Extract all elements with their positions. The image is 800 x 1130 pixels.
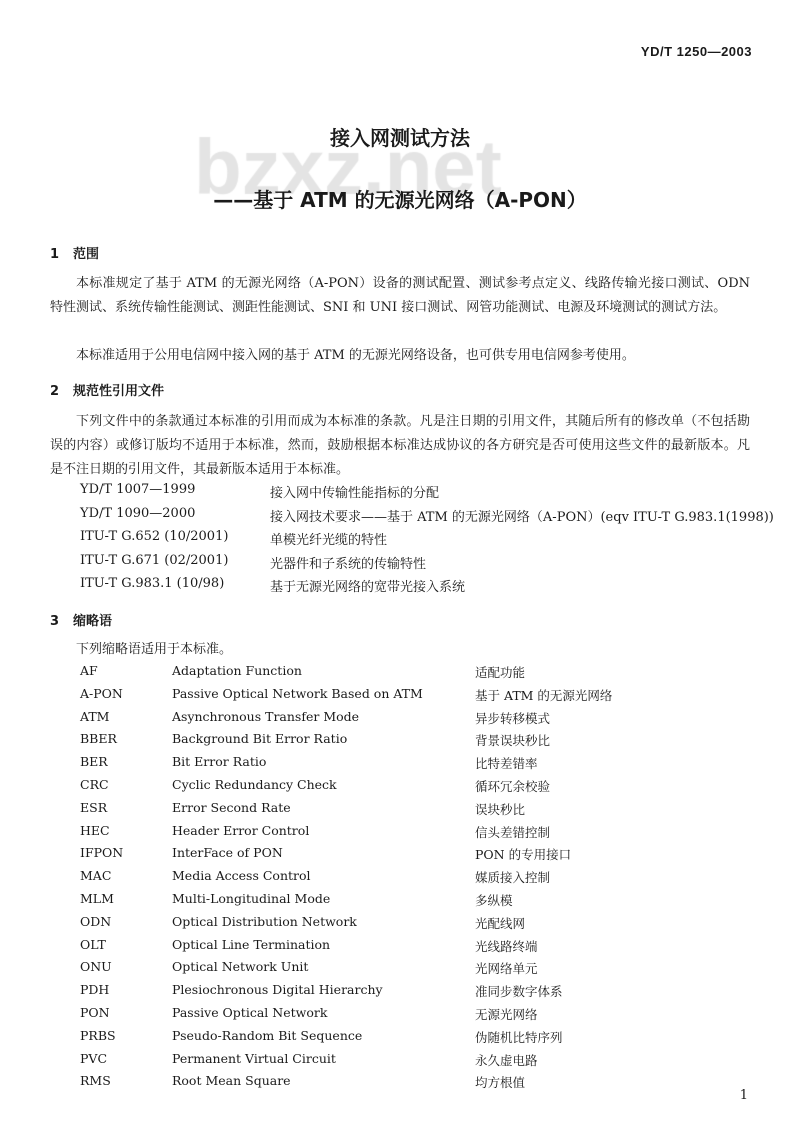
reference-item xyxy=(80,529,388,548)
abbreviation: BER xyxy=(80,754,108,770)
abbreviation: PVC xyxy=(80,1050,108,1066)
abbreviation: HEC xyxy=(80,822,110,838)
reference-title: 单模光纤光缆的特性 xyxy=(270,533,388,548)
section-2-para-1: 下列文件中的条款通过本标准的引用而成为本标准的条款。凡是注日期的引用文件，其随后所有的修改单（不包括勘误的内容）或修订版均不适用于本标准，然而，鼓励根据本标准达成协议的各方研究是否可使用这些文件的最新版本。凡是不注日期的引用文件，其最新版本适用于本标准。 xyxy=(50,414,750,477)
abbreviation-chinese: 基于 ATM 的无源光网络 xyxy=(475,687,613,703)
section-title: 规范性引用文件 xyxy=(73,384,165,399)
abbreviation-english: Error Second Rate xyxy=(172,799,291,815)
abbreviation-english: Media Access Control xyxy=(172,868,311,884)
reference-item xyxy=(80,576,466,595)
title-line2: ——基于 ATM 的无源光网络（A-PON） xyxy=(213,188,587,212)
abbreviation-chinese: 光配线网 xyxy=(475,915,526,931)
abbreviation-english: Optical Line Termination xyxy=(172,936,331,952)
section-1-heading xyxy=(50,243,113,262)
abbreviation-chinese: 准同步数字体系 xyxy=(475,984,563,1000)
abbreviation-chinese: 背景误块秒比 xyxy=(475,733,551,749)
reference-code: YD/T 1007—1999 xyxy=(80,482,196,497)
section-1-para-2: 本标准适用于公用电信网中接入网的基于 ATM 的无源光网络设备，也可供专用电信网参考使用。 xyxy=(76,348,635,363)
abbreviation-english: Optical Network Unit xyxy=(172,959,309,975)
reference-code: ITU-T G.671 (02/2001) xyxy=(80,552,229,568)
section-3-para-1: 下列缩略语适用于本标准。 xyxy=(76,642,233,657)
abbreviation: MAC xyxy=(80,868,112,884)
abbreviation: OLT xyxy=(80,936,106,952)
section-title: 范围 xyxy=(73,247,100,262)
abbreviation: MLM xyxy=(80,891,114,906)
standard-number: YD/T 1250—2003 xyxy=(640,44,752,59)
reference-code: ITU-T G.983.1 (10/98) xyxy=(80,576,225,591)
abbreviation: PDH xyxy=(80,982,110,998)
abbreviation-english: Background Bit Error Ratio xyxy=(172,731,348,747)
abbreviation-chinese: 均方根值 xyxy=(475,1075,526,1091)
abbreviation: AF xyxy=(80,663,98,678)
abbreviation: RMS xyxy=(80,1073,111,1089)
abbreviation: ONU xyxy=(80,959,112,975)
abbreviation-chinese: 适配功能 xyxy=(475,665,526,680)
abbreviation-english: Adaptation Function xyxy=(172,663,302,678)
section-number: 1 xyxy=(50,247,60,262)
abbreviation-english: Passive Optical Network Based on ATM xyxy=(172,685,423,701)
abbreviation: ODN xyxy=(80,913,112,929)
abbreviation-chinese: 光线路终端 xyxy=(475,938,538,954)
abbreviation-english: Bit Error Ratio xyxy=(172,754,267,770)
abbreviation-english: Multi-Longitudinal Mode xyxy=(172,891,331,906)
abbreviation-chinese: 异步转移模式 xyxy=(475,710,551,726)
section-number: 3 xyxy=(50,614,60,629)
reference-code: YD/T 1090—2000 xyxy=(80,505,196,521)
abbreviation-chinese: 伪随机比特序列 xyxy=(475,1029,563,1045)
title-line1: 接入网测试方法 xyxy=(330,126,470,150)
abbreviation-english: Cyclic Redundancy Check xyxy=(172,777,337,792)
abbreviation-chinese: 信头差错控制 xyxy=(475,824,551,840)
reference-title: 接入网技术要求——基于 ATM 的无源光网络（A-PON）(eqv ITU-T G.983.1(1998)) xyxy=(270,509,774,525)
abbreviation: ESR xyxy=(80,799,108,815)
abbreviation-english: Asynchronous Transfer Mode xyxy=(172,708,360,724)
abbreviation-chinese: 多纵模 xyxy=(475,893,513,908)
abbreviation-english: Root Mean Square xyxy=(172,1073,291,1089)
reference-title: 光器件和子系统的传输特性 xyxy=(270,556,427,572)
abbreviation-english: Header Error Control xyxy=(172,822,310,838)
reference-item xyxy=(80,505,774,525)
reference-code: ITU-T G.652 (10/2001) xyxy=(80,529,229,544)
reference-title: 接入网中传输性能指标的分配 xyxy=(270,486,440,501)
reference-title: 基于无源光网络的宽带光接入系统 xyxy=(270,580,466,595)
abbreviation: BBER xyxy=(80,731,117,747)
abbreviation-english: Plesiochronous Digital Hierarchy xyxy=(172,982,383,998)
abbreviation-chinese: 误块秒比 xyxy=(475,801,526,817)
section-1-para-1: 本标准规定了基于 ATM 的无源光网络（A-PON）设备的测试配置、测试参考点定义、线路传输光接口测试、ODN 特性测试、系统传输性能测试、测距性能测试、SNI 和 UNI 接口测试、网管功能测试、电源及环境测试的测试方法。 xyxy=(50,276,750,315)
section-3-heading xyxy=(50,610,126,629)
section-number: 2 xyxy=(50,384,60,399)
section-title: 缩略语 xyxy=(73,614,113,629)
abbreviation-english: Permanent Virtual Circuit xyxy=(172,1050,336,1066)
abbreviation: A-PON xyxy=(80,685,123,701)
abbreviation-english: Pseudo-Random Bit Sequence xyxy=(172,1027,363,1043)
page-number: 1 xyxy=(739,1088,748,1103)
abbreviation-chinese: 媒质接入控制 xyxy=(475,870,551,886)
reference-item xyxy=(80,552,427,572)
abbreviation-chinese: 无源光网络 xyxy=(475,1007,538,1022)
abbreviation-english: InterFace of PON xyxy=(172,845,283,861)
section-2-heading xyxy=(50,380,178,399)
abbreviation-chinese: PON 的专用接口 xyxy=(475,847,572,863)
abbreviation-english: Optical Distribution Network xyxy=(172,913,357,929)
abbreviation: PRBS xyxy=(80,1027,116,1043)
abbreviation-chinese: 比特差错率 xyxy=(475,756,538,772)
abbreviation-chinese: 永久虚电路 xyxy=(475,1052,538,1068)
reference-item xyxy=(80,482,440,501)
abbreviation: PON xyxy=(80,1005,110,1020)
abbreviation-english: Passive Optical Network xyxy=(172,1005,328,1020)
abbreviation-chinese: 光网络单元 xyxy=(475,961,538,977)
abbreviation-chinese: 循环冗余校验 xyxy=(475,779,551,794)
abbreviation: ATM xyxy=(80,708,110,724)
abbreviation: IFPON xyxy=(80,845,124,861)
abbreviation: CRC xyxy=(80,777,109,792)
